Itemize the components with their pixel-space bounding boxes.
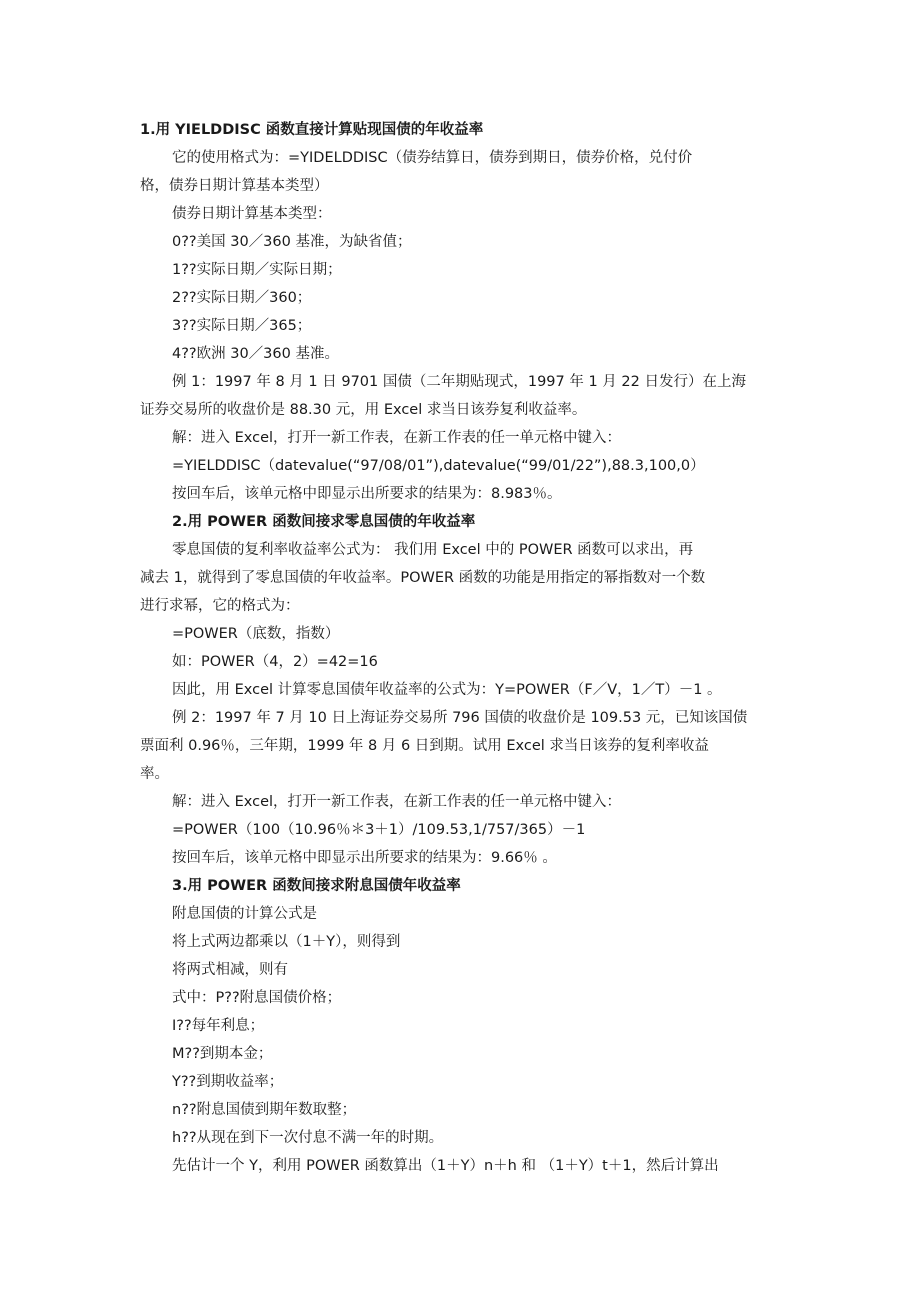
paragraph-line: 先估计一个 Y，利用 POWER 函数算出（1＋Y）n＋h 和 （1＋Y）t＋1，然后计算出 xyxy=(172,1158,719,1174)
paragraph-line: 减去 1，就得到了零息国债的年收益率。POWER 函数的功能是用指定的幂指数对一个数 xyxy=(140,570,706,586)
list-item: h??从现在到下一次付息不满一年的时期。 xyxy=(172,1130,444,1146)
paragraph-line: 票面利 0.96％，三年期，1999 年 8 月 6 日到期。试用 Excel 求当日该券的复利率收益 xyxy=(140,738,709,754)
paragraph-line: 率。 xyxy=(140,766,169,782)
list-item: 1??实际日期／实际日期； xyxy=(172,262,342,278)
list-item: 3??实际日期／365； xyxy=(172,318,312,334)
paragraph-line: 按回车后，该单元格中即显示出所要求的结果为：9.66％ 。 xyxy=(172,850,557,866)
formula-line: =POWER（底数，指数） xyxy=(172,626,340,642)
paragraph-line: 将上式两边都乘以（1＋Y），则得到 xyxy=(172,934,401,950)
list-item: 0??美国 30／360 基准，为缺省值； xyxy=(172,234,412,250)
formula-line: =YIELDDISC（datevalue(“97/08/01”),datevalue(“99/01/22”),88.3,100,0） xyxy=(172,458,705,474)
paragraph-line: 证券交易所的收盘价是 88.30 元，用 Excel 求当日该券复利收益率。 xyxy=(140,402,587,418)
paragraph-line: 它的使用格式为：=YIDELDDISC（债券结算日，债券到期日，债券价格，兑付价 xyxy=(172,150,693,166)
paragraph-line: 将两式相减，则有 xyxy=(172,962,288,978)
paragraph-line: 零息国债的复利率收益率公式为： 我们用 Excel 中的 POWER 函数可以求出，再 xyxy=(172,542,694,558)
paragraph-line: 例 2：1997 年 7 月 10 日上海证券交易所 796 国债的收盘价是 109.53 元，已知该国债 xyxy=(172,710,748,726)
list-item: 式中：P??附息国债价格； xyxy=(172,990,342,1006)
list-item: 2??实际日期／360； xyxy=(172,290,312,306)
list-item: n??附息国债到期年数取整； xyxy=(172,1102,357,1118)
list-item: M??到期本金； xyxy=(172,1046,273,1062)
paragraph-line: 例 1：1997 年 8 月 1 日 9701 国债（二年期贴现式，1997 年 1 月 22 日发行）在上海 xyxy=(172,374,746,390)
section-heading-2: 2.用 POWER 函数间接求零息国债的年收益率 xyxy=(172,514,476,530)
paragraph-line: 债券日期计算基本类型： xyxy=(172,206,332,222)
section-heading-3: 3.用 POWER 函数间接求附息国债年收益率 xyxy=(172,878,461,894)
section-heading-1: 1.用 YIELDDISC 函数直接计算贴现国债的年收益率 xyxy=(140,122,484,138)
paragraph-line: 解：进入 Excel，打开一新工作表，在新工作表的任一单元格中键入： xyxy=(172,430,622,446)
list-item: Y??到期收益率； xyxy=(172,1074,284,1090)
list-item: 4??欧洲 30／360 基准。 xyxy=(172,346,339,362)
paragraph-line: 附息国债的计算公式是 xyxy=(172,906,317,922)
paragraph-line: 进行求幂，它的格式为： xyxy=(140,598,300,614)
list-item: I??每年利息； xyxy=(172,1018,265,1034)
paragraph-line: 因此，用 Excel 计算零息国债年收益率的公式为：Y=POWER（F／V，1／T）－1 。 xyxy=(172,682,722,698)
paragraph-line: 如：POWER（4，2）=42=16 xyxy=(172,654,378,670)
paragraph-line: 解：进入 Excel，打开一新工作表，在新工作表的任一单元格中键入： xyxy=(172,794,622,810)
formula-line: =POWER（100（10.96％＊3＋1）/109.53,1/757/365）－1 xyxy=(172,822,586,838)
paragraph-line: 按回车后，该单元格中即显示出所要求的结果为：8.983％。 xyxy=(172,486,562,502)
paragraph-line: 格，债券日期计算基本类型） xyxy=(140,178,329,194)
